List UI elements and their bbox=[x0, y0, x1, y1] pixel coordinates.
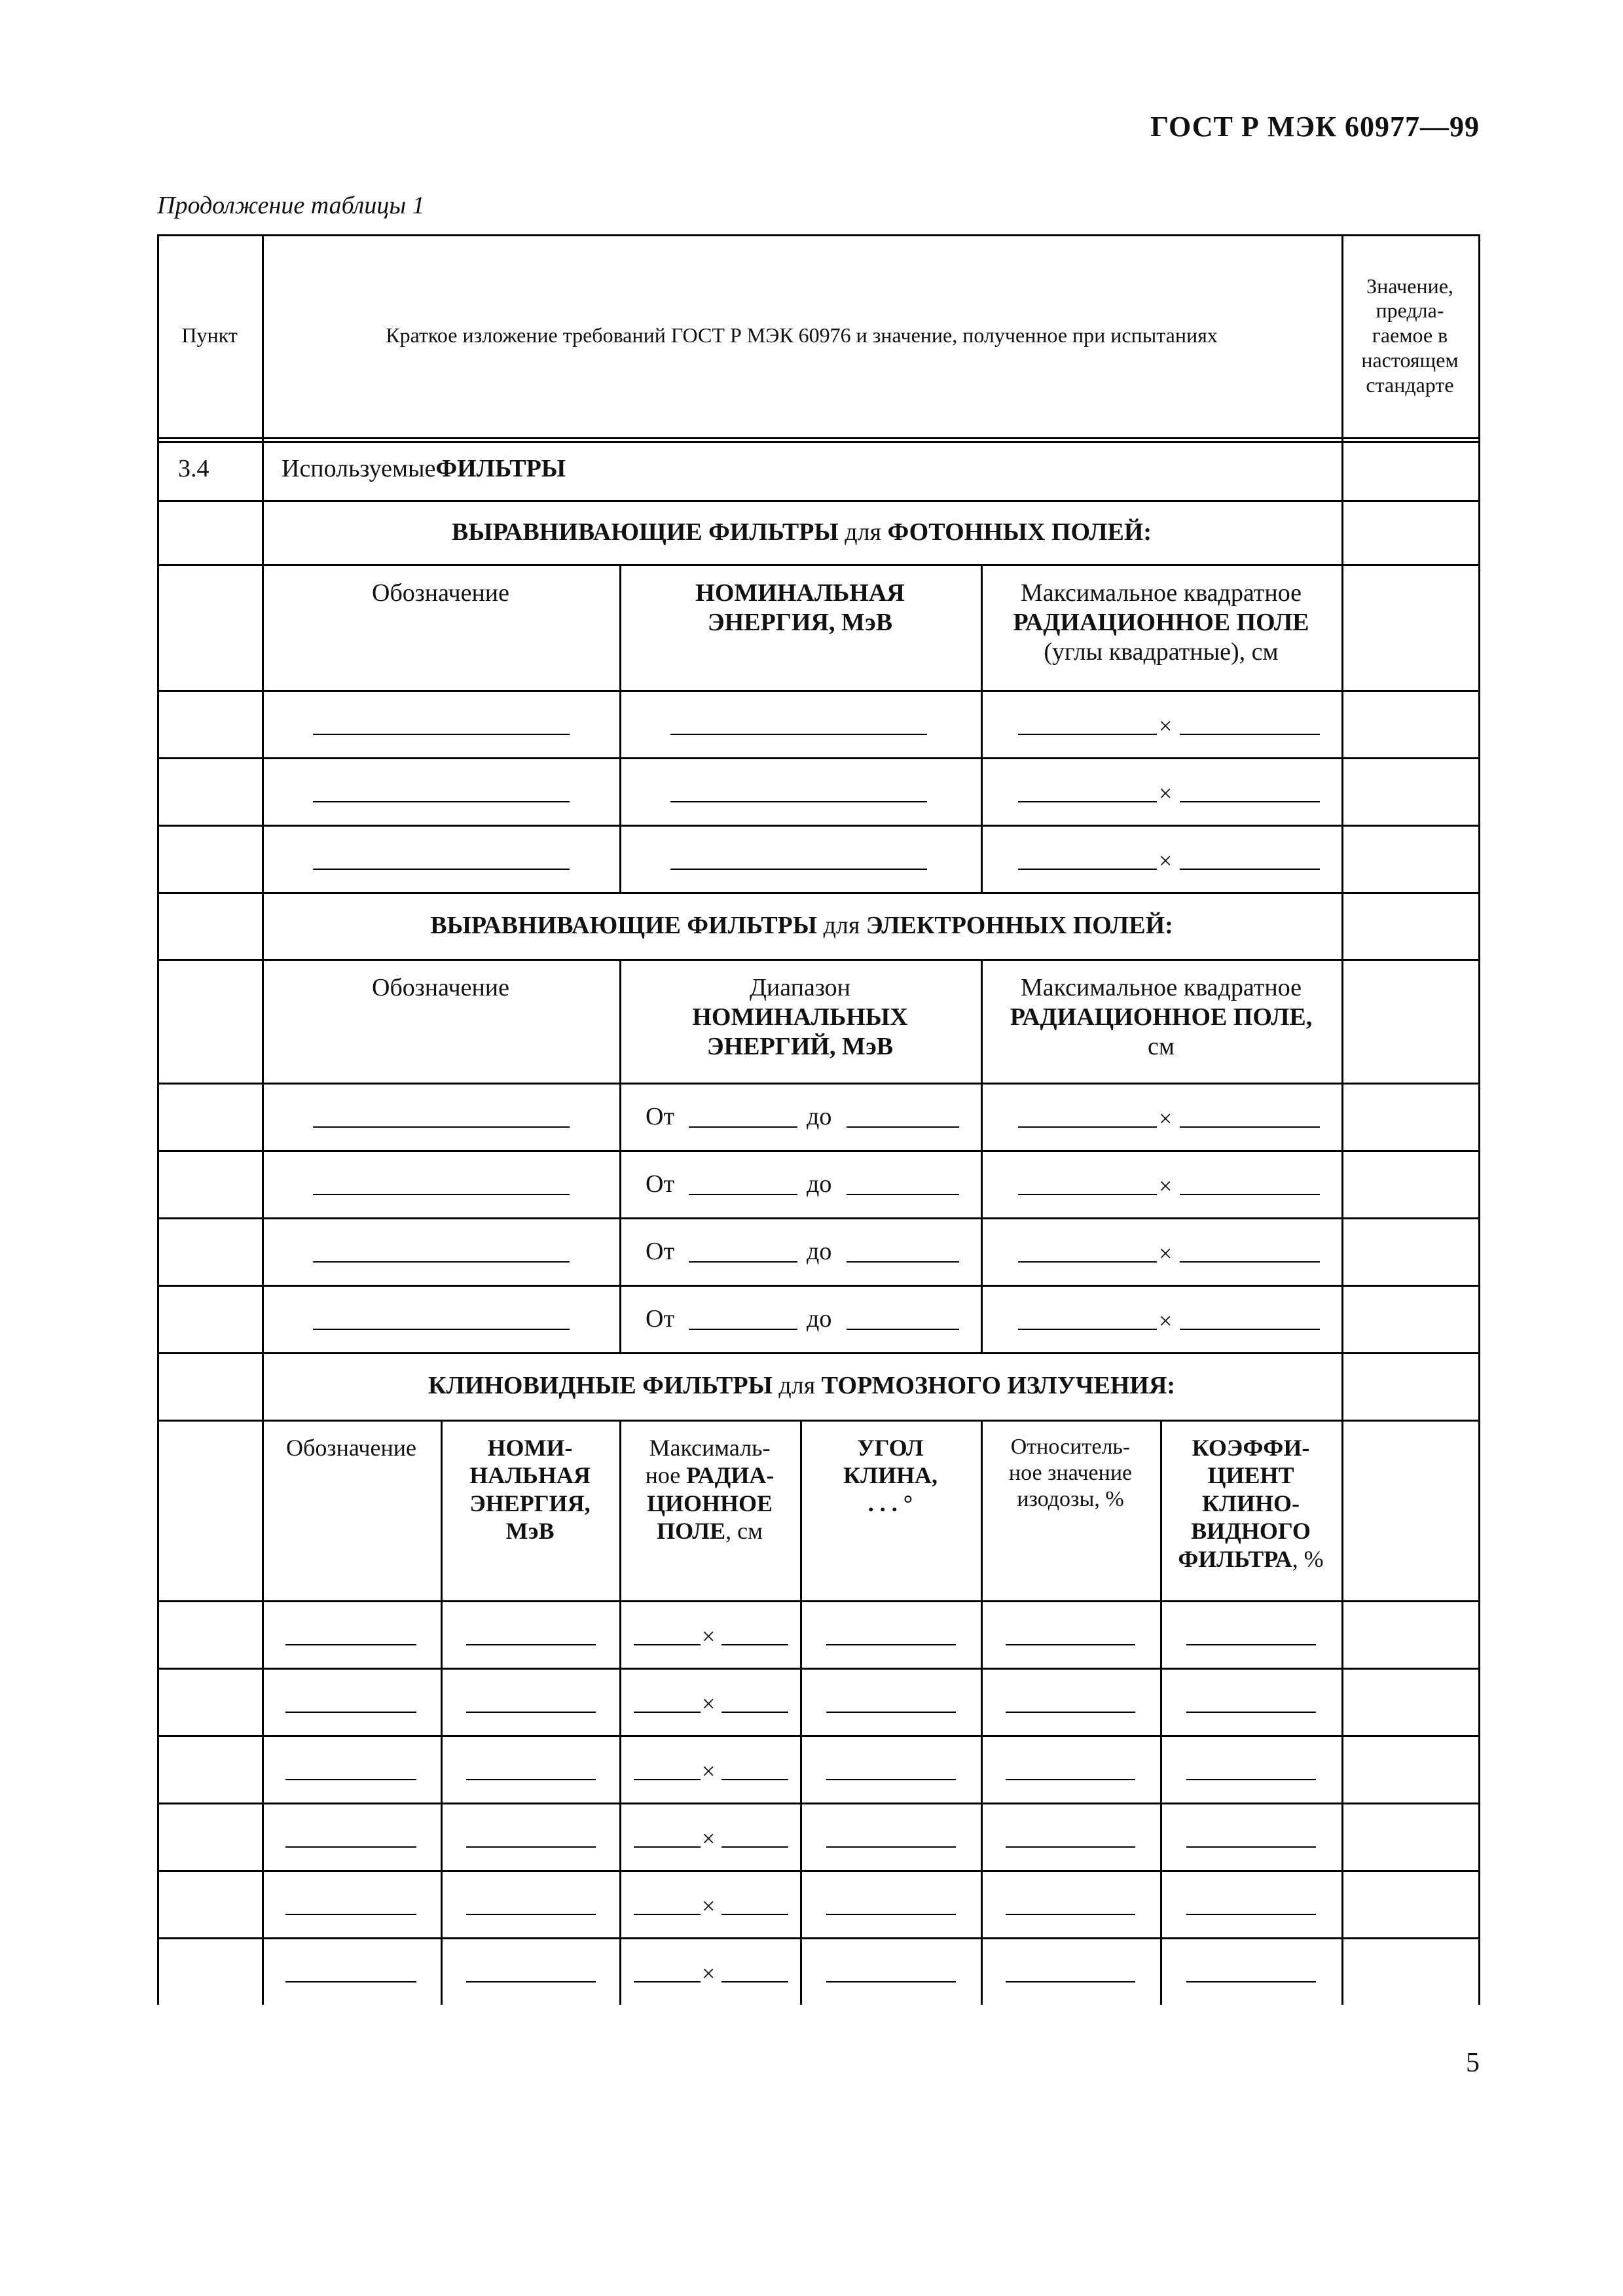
sec1-energy-blank[interactable] bbox=[670, 734, 927, 735]
sec1-designation: Обозначение bbox=[372, 579, 509, 607]
sec3-wedge-factor-blank[interactable] bbox=[1186, 1846, 1316, 1848]
header-value: Значение, предла- гаемое в настоящем стандарте bbox=[1361, 274, 1459, 397]
sec3-field-part: , см bbox=[725, 1518, 763, 1545]
sec2-field-height-blank[interactable] bbox=[1180, 1261, 1320, 1263]
header-value-cell bbox=[1341, 234, 1478, 437]
page-number: 5 bbox=[1466, 2048, 1480, 2078]
section-title-part: для bbox=[838, 518, 888, 546]
sec3-isodose-blank[interactable] bbox=[1006, 1712, 1135, 1713]
table-rule bbox=[157, 1600, 1480, 1602]
sec3-energy-blank[interactable] bbox=[466, 1644, 596, 1645]
sec1-field-line3: (углы квадратные), см bbox=[1044, 637, 1279, 666]
sec1-field-height-blank[interactable] bbox=[1180, 734, 1320, 735]
header-summary-cell bbox=[262, 234, 1341, 437]
sec2-energy-to-blank[interactable] bbox=[847, 1329, 959, 1330]
table-rule bbox=[157, 500, 1480, 502]
sec3-field-height-blank[interactable] bbox=[721, 1779, 788, 1780]
sec3-designation-blank[interactable] bbox=[285, 1779, 416, 1780]
sec2-to-label: до bbox=[807, 1305, 832, 1333]
section-title-part: ЭЛЕКТРОННЫХ ПОЛЕЙ: bbox=[866, 911, 1173, 939]
sec2-energy-line1: Диапазон bbox=[750, 974, 850, 1001]
sec3-wedge-angle-blank[interactable] bbox=[826, 1981, 956, 1982]
section-title-part: ФОТОННЫХ ПОЛЕЙ: bbox=[887, 518, 1152, 546]
sec3-wedge-factor-text bbox=[1178, 1434, 1323, 1573]
sec3-wedge-factor-blank[interactable] bbox=[1186, 1644, 1316, 1645]
table-rule bbox=[157, 1420, 1480, 1422]
sec3-wedge-angle: УГОЛ КЛИНА, . . . ° bbox=[843, 1435, 938, 1516]
sec2-designation: Обозначение bbox=[372, 974, 509, 1001]
table-rule bbox=[1341, 234, 1343, 2005]
table-rule bbox=[800, 1420, 802, 2005]
sec3-field-header bbox=[619, 1420, 800, 1600]
sec1-energy-blank[interactable] bbox=[670, 869, 927, 870]
sec1-energy-header bbox=[619, 564, 981, 690]
header-summary: Краткое изложение требований ГОСТ Р МЭК 60976 и значение, полученное при испытаниях bbox=[386, 323, 1218, 348]
sec2-field-line2: РАДИАЦИОННОЕ ПОЛЕ, bbox=[1010, 1003, 1313, 1031]
sec1-designation-blank[interactable] bbox=[313, 801, 570, 802]
table-rule bbox=[157, 1735, 1480, 1737]
sec1-field-height-blank[interactable] bbox=[1180, 869, 1320, 870]
table-rule bbox=[157, 825, 1480, 827]
sec3-field-text bbox=[646, 1434, 775, 1545]
sec2-energy-to-blank[interactable] bbox=[847, 1126, 959, 1128]
sec3-wedge-angle-blank[interactable] bbox=[826, 1712, 956, 1713]
sec3-wedge-angle-blank[interactable] bbox=[826, 1914, 956, 1915]
sec3-field-width-blank[interactable] bbox=[634, 1779, 701, 1780]
table-rule bbox=[157, 1668, 1480, 1670]
sec3-designation-blank[interactable] bbox=[285, 1914, 416, 1915]
sec2-energy-from-blank[interactable] bbox=[689, 1126, 797, 1128]
table-rule bbox=[1160, 1420, 1162, 2005]
sec2-from-label: От bbox=[646, 1238, 675, 1265]
sec1-field-height-blank[interactable] bbox=[1180, 801, 1320, 802]
section-wedge-filters-title bbox=[262, 1352, 1341, 1420]
sec2-field-width-blank[interactable] bbox=[1018, 1261, 1157, 1263]
table-rule bbox=[619, 564, 621, 892]
sec3-field-width-blank[interactable] bbox=[634, 1644, 701, 1645]
header-clause: Пункт bbox=[181, 323, 238, 348]
sec2-to-label: до bbox=[807, 1103, 832, 1130]
table-rule bbox=[157, 1217, 1480, 1219]
sec3-energy-blank[interactable] bbox=[466, 1914, 596, 1915]
sec3-wedge-factor-part: , % bbox=[1292, 1545, 1324, 1572]
sec2-field-width-blank[interactable] bbox=[1018, 1194, 1157, 1195]
header-clause-cell bbox=[157, 234, 262, 437]
sec2-field-height-blank[interactable] bbox=[1180, 1194, 1320, 1195]
sec2-field-line1: Максимальное квадратное bbox=[1020, 974, 1302, 1001]
section-title-part: КЛИНОВИДНЫЕ ФИЛЬТРЫ bbox=[428, 1372, 773, 1400]
sec2-field-width-blank[interactable] bbox=[1018, 1329, 1157, 1330]
sec3-wedge-angle-blank[interactable] bbox=[826, 1644, 956, 1645]
table-rule bbox=[981, 564, 983, 892]
sec3-wedge-factor-header bbox=[1160, 1420, 1341, 1600]
table-rule bbox=[619, 1420, 621, 2005]
table-rule bbox=[157, 1803, 1480, 1804]
sec3-energy-blank[interactable] bbox=[466, 1981, 596, 1982]
sec3-designation-blank[interactable] bbox=[285, 1644, 416, 1645]
table-rule bbox=[157, 564, 1480, 566]
sec2-field-width-blank[interactable] bbox=[1018, 1126, 1157, 1128]
section-title-part: ВЫРАВНИВАЮЩИЕ ФИЛЬТРЫ bbox=[451, 518, 839, 546]
sec2-energy-text bbox=[692, 973, 907, 1061]
section-title-part: для bbox=[817, 911, 866, 939]
item-title-caps: ФИЛЬТРЫ bbox=[435, 454, 566, 482]
sec1-field-width-blank[interactable] bbox=[1018, 734, 1157, 735]
sec3-isodose-blank[interactable] bbox=[1006, 1779, 1135, 1780]
table-rule bbox=[1478, 234, 1480, 2005]
sec3-energy-blank[interactable] bbox=[466, 1779, 596, 1780]
sec3-isodose-blank[interactable] bbox=[1006, 1846, 1135, 1848]
sec2-designation-blank[interactable] bbox=[313, 1329, 570, 1330]
table-rule bbox=[157, 1870, 1480, 1872]
sec1-designation-header bbox=[262, 564, 619, 690]
sec3-isodose: Относитель- ное значение изодозы, % bbox=[1008, 1435, 1133, 1512]
sec2-from-label: От bbox=[646, 1170, 675, 1198]
sec2-designation-blank[interactable] bbox=[313, 1261, 570, 1263]
sec3-field-width-blank[interactable] bbox=[634, 1712, 701, 1713]
sec3-wedge-angle-blank[interactable] bbox=[826, 1846, 956, 1848]
sec2-energy-to-blank[interactable] bbox=[847, 1194, 959, 1195]
multiply-sign: × bbox=[702, 1623, 716, 1649]
table-rule bbox=[157, 690, 1480, 692]
multiply-sign: × bbox=[1159, 848, 1173, 874]
multiply-sign: × bbox=[702, 1825, 716, 1852]
sec3-field-width-blank[interactable] bbox=[634, 1981, 701, 1982]
sec3-energy: НОМИ- НАЛЬНАЯ ЭНЕРГИЯ, МэВ bbox=[469, 1435, 591, 1545]
sec3-designation-header bbox=[262, 1420, 441, 1600]
sec3-designation-blank[interactable] bbox=[285, 1981, 416, 1982]
table-rule bbox=[157, 1937, 1480, 1939]
sec3-energy-header bbox=[441, 1420, 619, 1600]
sec3-isodose-header bbox=[981, 1420, 1160, 1600]
sec3-energy-blank[interactable] bbox=[466, 1712, 596, 1713]
sec3-designation: Обозначение bbox=[286, 1435, 416, 1461]
sec1-field-width-blank[interactable] bbox=[1018, 801, 1157, 802]
sec2-energy-from-blank[interactable] bbox=[689, 1194, 797, 1195]
multiply-sign: × bbox=[702, 1758, 716, 1784]
multiply-sign: × bbox=[702, 1960, 716, 1986]
sec2-field-header bbox=[981, 959, 1341, 1083]
sec3-wedge-factor-blank[interactable] bbox=[1186, 1914, 1316, 1915]
sec2-energy-header bbox=[619, 959, 981, 1083]
sec3-designation-blank[interactable] bbox=[285, 1712, 416, 1713]
sec2-designation-blank[interactable] bbox=[313, 1194, 570, 1195]
table-rule bbox=[157, 234, 159, 2005]
table-rule bbox=[981, 959, 983, 1352]
sec2-from-label: От bbox=[646, 1305, 675, 1333]
multiply-sign: × bbox=[1159, 1173, 1173, 1199]
multiply-sign: × bbox=[702, 1893, 716, 1919]
sec2-designation-header bbox=[262, 959, 619, 1083]
sec1-field-header bbox=[981, 564, 1341, 690]
section-photon-flattening-title bbox=[262, 500, 1341, 564]
table-rule bbox=[157, 441, 1480, 443]
sec1-field-line2: РАДИАЦИОННОЕ ПОЛЕ bbox=[1013, 608, 1309, 636]
multiply-sign: × bbox=[1159, 1308, 1173, 1334]
sec3-wedge-factor-part: КОЭФФИ- ЦИЕНТ КЛИНО- ВИДНОГО ФИЛЬТРА bbox=[1178, 1435, 1311, 1572]
table-rule bbox=[157, 1352, 1480, 1354]
sec2-designation-blank[interactable] bbox=[313, 1126, 570, 1128]
sec2-field-text bbox=[1010, 973, 1313, 1061]
sec2-energy-from-blank[interactable] bbox=[689, 1329, 797, 1330]
sec1-field-text bbox=[1013, 579, 1309, 666]
sec2-energy-line2: НОМИНАЛЬНЫХ ЭНЕРГИЙ, МэВ bbox=[692, 1003, 908, 1060]
multiply-sign: × bbox=[1159, 713, 1173, 739]
sec3-field-width-blank[interactable] bbox=[634, 1846, 701, 1848]
multiply-sign: × bbox=[1159, 1105, 1173, 1132]
sec1-field-line1: Максимальное квадратное bbox=[1020, 579, 1302, 607]
item-title-prefix: Используемые bbox=[282, 454, 436, 482]
sec2-energy-to-blank[interactable] bbox=[847, 1261, 959, 1263]
multiply-sign: × bbox=[1159, 1240, 1173, 1266]
table-continuation-label: Продолжение таблицы 1 bbox=[157, 192, 425, 219]
sec3-wedge-factor-blank[interactable] bbox=[1186, 1779, 1316, 1780]
sec3-isodose-blank[interactable] bbox=[1006, 1644, 1135, 1645]
table-rule bbox=[262, 234, 264, 2005]
sec2-to-label: до bbox=[807, 1170, 832, 1198]
sec3-wedge-factor-blank[interactable] bbox=[1186, 1712, 1316, 1713]
multiply-sign: × bbox=[702, 1691, 716, 1717]
section-title-part: для bbox=[772, 1372, 822, 1400]
sec3-field-width-blank[interactable] bbox=[634, 1914, 701, 1915]
sec3-energy-blank[interactable] bbox=[466, 1846, 596, 1848]
table-rule bbox=[619, 959, 621, 1352]
sec2-to-label: до bbox=[807, 1238, 832, 1265]
item-number-cell bbox=[157, 437, 262, 500]
item-number: 3.4 bbox=[178, 454, 210, 482]
sec1-energy-blank[interactable] bbox=[670, 801, 927, 802]
sec2-field-height-blank[interactable] bbox=[1180, 1329, 1320, 1330]
sec1-designation-blank[interactable] bbox=[313, 869, 570, 870]
section-title-part: ТОРМОЗНОГО ИЗЛУЧЕНИЯ: bbox=[821, 1372, 1176, 1400]
table-rule bbox=[157, 757, 1480, 759]
table-rule bbox=[157, 1285, 1480, 1287]
sec3-field-height-blank[interactable] bbox=[721, 1981, 788, 1982]
sec2-energy-from-blank[interactable] bbox=[689, 1261, 797, 1263]
table-rule bbox=[157, 234, 1480, 236]
sec2-field-line3: см bbox=[1148, 1032, 1175, 1060]
sec3-field-height-blank[interactable] bbox=[721, 1712, 788, 1713]
sec1-designation-blank[interactable] bbox=[313, 734, 570, 735]
sec3-designation-blank[interactable] bbox=[285, 1846, 416, 1848]
sec3-wedge-factor-blank[interactable] bbox=[1186, 1981, 1316, 1982]
sec2-field-height-blank[interactable] bbox=[1180, 1126, 1320, 1128]
sec3-wedge-angle-header bbox=[800, 1420, 981, 1600]
sec3-field-height-blank[interactable] bbox=[721, 1914, 788, 1915]
table-rule bbox=[441, 1420, 443, 2005]
sec1-field-width-blank[interactable] bbox=[1018, 869, 1157, 870]
sec3-field-height-blank[interactable] bbox=[721, 1846, 788, 1848]
table-rule bbox=[157, 1083, 1480, 1085]
sec3-field-height-blank[interactable] bbox=[721, 1644, 788, 1645]
section-electron-flattening-title bbox=[262, 892, 1341, 959]
table-rule bbox=[981, 1420, 983, 2005]
item-title-cell bbox=[262, 437, 1341, 500]
sec3-isodose-blank[interactable] bbox=[1006, 1981, 1135, 1982]
document-header: ГОСТ Р МЭК 60977—99 bbox=[1150, 111, 1480, 143]
sec2-from-label: От bbox=[646, 1103, 675, 1130]
table-rule bbox=[157, 892, 1480, 894]
table-rule bbox=[157, 437, 1480, 439]
multiply-sign: × bbox=[1159, 780, 1173, 806]
sec3-wedge-angle-blank[interactable] bbox=[826, 1779, 956, 1780]
sec1-energy: НОМИНАЛЬНАЯ ЭНЕРГИЯ, МэВ bbox=[695, 579, 905, 636]
sec3-isodose-blank[interactable] bbox=[1006, 1914, 1135, 1915]
sec3-field-part: РАДИА- ЦИОННОЕ ПОЛЕ bbox=[646, 1462, 775, 1545]
table-rule bbox=[157, 959, 1480, 961]
section-title-part: ВЫРАВНИВАЮЩИЕ ФИЛЬТРЫ bbox=[430, 911, 818, 939]
sec3-field-part: Максималь- ное bbox=[645, 1435, 771, 1489]
table-rule bbox=[157, 1150, 1480, 1152]
